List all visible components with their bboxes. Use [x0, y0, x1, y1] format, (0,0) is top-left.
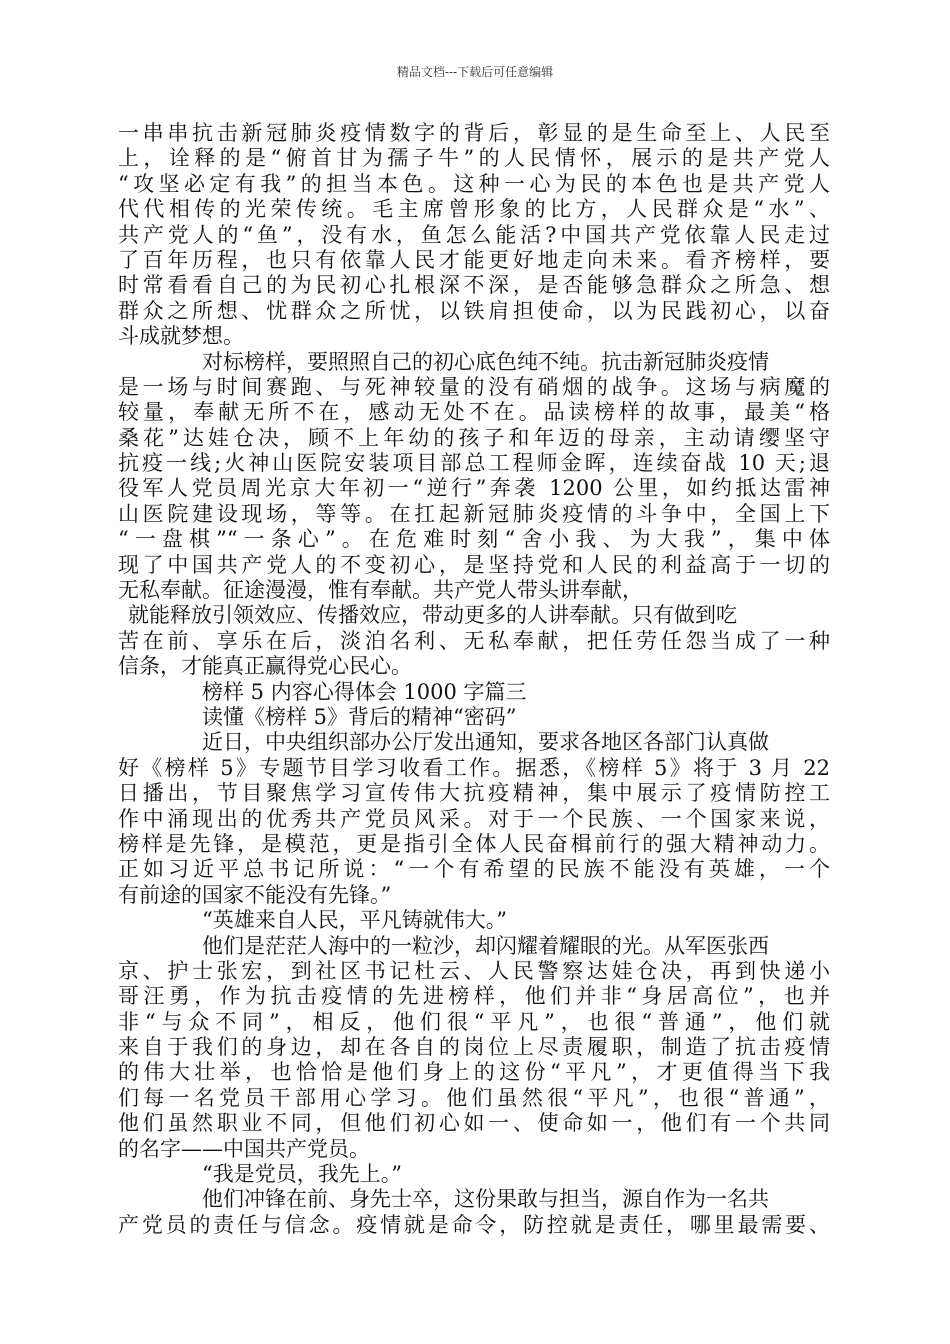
- text-line: 有前途的国家不能没有先锋。”: [118, 882, 392, 907]
- text-line: 是一场与时间赛跑、与死神较量的没有硝烟的战争。这场与病魔的: [118, 374, 830, 399]
- text-line: 群众之所想、忧群众之所忧，以铁肩担使命，以为民践初心，以奋: [118, 298, 830, 323]
- quote-heading: “我是党员，我先上。”: [202, 1162, 402, 1187]
- text-line: 他们冲锋在前、身先士卒，这份果敢与担当，源自作为一名共: [202, 1187, 769, 1212]
- text-line: 一串串抗击新冠肺炎疫情数字的背后，彰显的是生命至上、人民至: [118, 121, 830, 145]
- text-line: 了百年历程，也只有依靠人民才能更好地走向未来。看齐榜样，要: [118, 247, 830, 272]
- page-header: 精品文档---下载后可任意编辑: [396, 65, 554, 79]
- text-line: 作中涌现出的优秀共产党员风采。对于一个民族、一个国家来说，: [118, 806, 830, 831]
- text-line: 现了中国共产党人的不变初心，是坚持党和人民的利益高于一切的: [118, 552, 830, 577]
- text-line: 的伟大壮举，也恰恰是他们身上的这份“平凡”，才更值得当下我: [118, 1060, 830, 1085]
- text-line: 共产党人的“鱼”，没有水，鱼怎么能活?中国共产党依靠人民走过: [118, 222, 830, 247]
- text-line: 榜样是先锋，是模范，更是指引全体人民奋楫前行的强大精神动力。: [118, 831, 830, 856]
- text-line: 无私奉献。征途漫漫，惟有奉献。共产党人带头讲奉献，: [118, 578, 643, 603]
- text-line: 役军人党员周光京大年初一“逆行”奔袭 1200 公里，如约抵达雷神: [118, 476, 830, 501]
- text-line: 较量，奉献无所不在，感动无处不在。品读榜样的故事，最美“格: [118, 400, 830, 425]
- section-title: 读懂《榜样 5》背后的精神“密码”: [202, 704, 517, 729]
- text-line: “攻坚必定有我”的担当本色。这种一心为民的本色也是共产党人: [118, 171, 830, 196]
- text-line: 就能释放引领效应、传播效应，带动更多的人讲奉献。只有做到吃: [128, 603, 737, 628]
- text-line: 桑花”达娃仓决，顾不上年幼的孩子和年迈的母亲，主动请缨坚守: [118, 425, 830, 450]
- text-line: 来自于我们的身边，却在各自的岗位上尽责履职，制造了抗击疫情: [118, 1035, 830, 1060]
- text-line: 他们是茫茫人海中的一粒沙，却闪耀着耀眼的光。从军医张西: [202, 933, 769, 958]
- text-line: 信条，才能真正赢得党心民心。: [118, 654, 412, 679]
- text-line: 斗成就梦想。: [118, 324, 244, 349]
- text-line: 代代相传的光荣传统。毛主席曾形象的比方，人民群众是“水”、: [118, 197, 830, 222]
- section-heading: 榜样 5 内容心得体会 1000 字篇三: [202, 679, 527, 704]
- text-line: 时常看看自己的为民初心扎根深不深，是否能够急群众之所急、想: [118, 273, 830, 298]
- text-line: 山医院建设现场，等等。在扛起新冠肺炎疫情的斗争中，全国上下: [118, 501, 830, 526]
- text-line: 好《榜样 5》专题节目学习收看工作。据悉，《榜样 5》将于 3 月 22: [118, 755, 830, 780]
- text-line: 苦在前、享乐在后，淡泊名利、无私奉献，把任劳任怨当成了一种: [118, 628, 830, 653]
- text-line: 近日，中央组织部办公厅发出通知，要求各地区各部门认真做: [202, 730, 769, 755]
- text-line: 哥汪勇，作为抗击疫情的先进榜样，他们并非“身居高位”，也并: [118, 984, 830, 1009]
- text-line: 正如习近平总书记所说：“一个有希望的民族不能没有英雄，一个: [118, 857, 830, 882]
- text-line: 非“与众不同”，相反，他们很“平凡”，也很“普通”，他们就: [118, 1009, 830, 1034]
- quote-heading: “英雄来自人民，平凡铸就伟大。”: [202, 908, 507, 933]
- text-line: 们每一名党员干部用心学习。他们虽然很“平凡”，也很“普通”，: [118, 1085, 830, 1110]
- text-line: “一盘棋”“一条心”。在危难时刻“舍小我、为大我”，集中体: [118, 527, 830, 552]
- text-line: 抗疫一线;火神山医院安装项目部总工程师金晖，连续奋战 10 天;退: [118, 451, 830, 476]
- text-line: 产党员的责任与信念。疫情就是命令，防控就是责任，哪里最需要、: [118, 1212, 830, 1237]
- text-line: 日播出，节目聚焦学习宣传伟大抗疫精神，集中展示了疫情防控工: [118, 781, 830, 806]
- text-line: 他们虽然职业不同，但他们初心如一、使命如一，他们有一个共同: [118, 1111, 830, 1136]
- text-line: 京、护士张宏，到社区书记杜云、人民警察达娃仓决，再到快递小: [118, 958, 830, 983]
- text-line: 对标榜样，要照照自己的初心底色纯不纯。抗击新冠肺炎疫情: [202, 349, 769, 374]
- document-body: [118, 121, 830, 1238]
- text-line: 的名字——中国共产党员。: [118, 1136, 370, 1161]
- text-line: 上，诠释的是“俯首甘为孺子牛”的人民情怀，展示的是共产党人: [118, 146, 830, 171]
